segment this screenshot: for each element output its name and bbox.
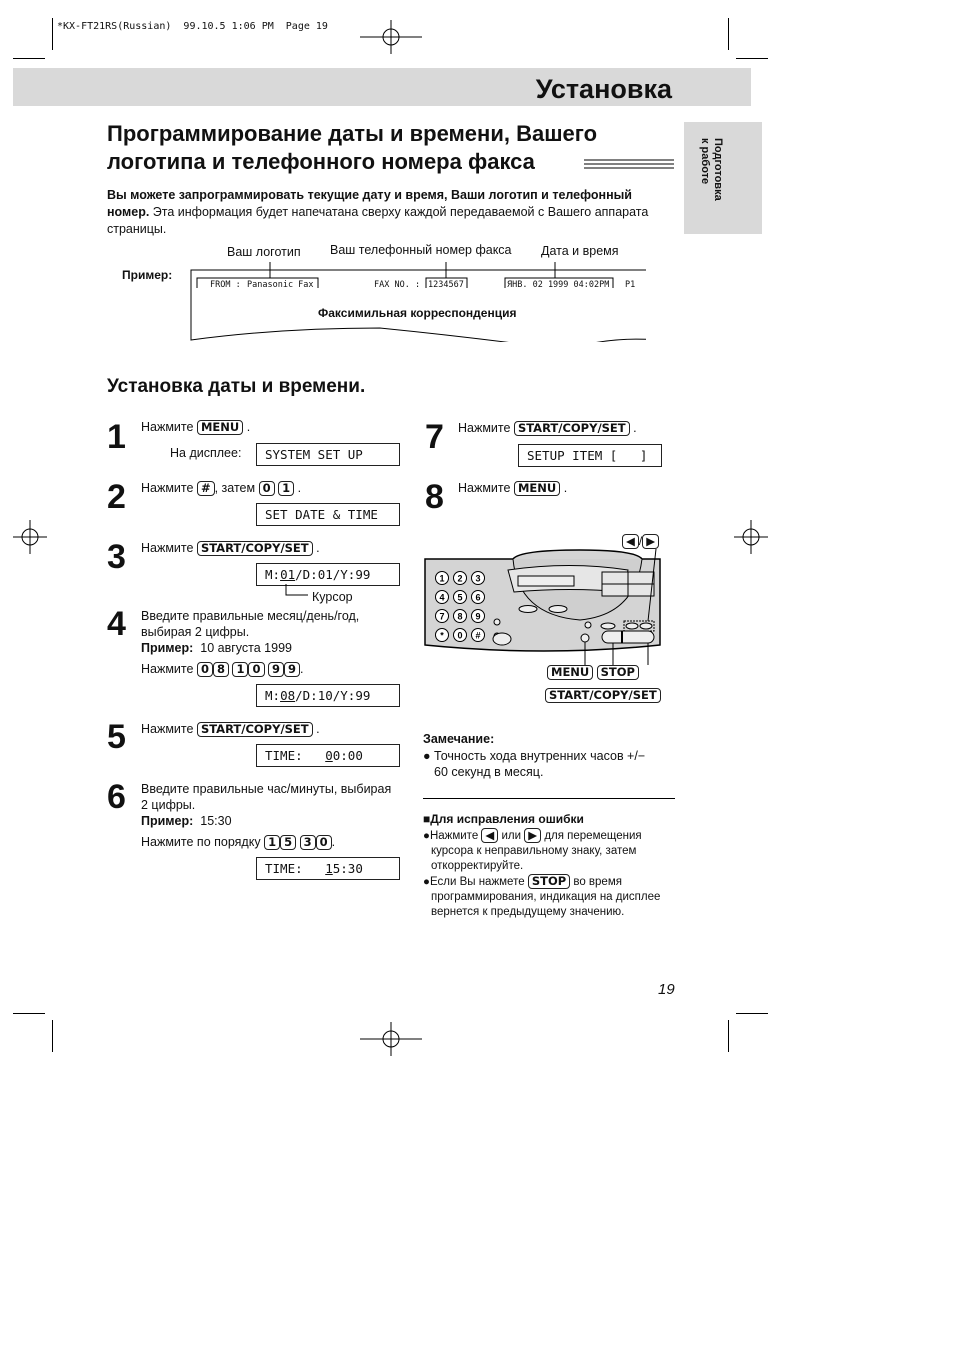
crop-mark [736,1013,768,1014]
lcd-display: TIME: 00:00 [256,744,400,767]
keypad-key-label: 5 [457,592,463,603]
digit-key: 0 [316,835,332,850]
start-copy-set-key: START/COPY/SET [197,541,313,556]
right-arrow-icon: ▶ [642,534,659,549]
section-title: Установка [535,74,672,104]
registration-mark-icon [360,20,422,54]
side-tab [684,122,762,234]
digit-key: 1 [264,835,280,850]
left-arrow-icon: ◀ [481,828,498,843]
digit-key: 1 [278,481,294,496]
step-number: 3 [107,538,126,576]
side-tab-line1: Подготовка [712,138,724,201]
step-number: 7 [425,418,444,456]
fax-number-label: FAX NO. : [374,280,421,290]
lcd-display: SET DATE & TIME [256,503,400,526]
note-title: Замечание: [423,732,495,746]
step-1-text: Нажмите MENU . [141,420,251,434]
step-2-text: Нажмите # , затем 0 1 . [141,481,302,495]
callout-logo: Ваш логотип [227,245,301,259]
step-4-text: Введите правильные месяц/день/год, выбирая 2 цифры. Пример: 10 августа 1999 Нажмите 0 8 1 0 9 9 . [141,609,360,676]
digit-key: 9 [268,662,284,677]
crop-mark [13,1013,45,1014]
divider [423,798,675,799]
stop-key: STOP [528,874,570,889]
crop-mark [52,18,53,50]
title-rule [584,158,674,170]
fax-machine-diagram [420,545,680,665]
step-6-text: Введите правильные час/минуты, выбирая 2 цифры. Пример: 15:30 Нажмите по порядку 1 5 3 0 . [141,782,392,849]
crop-mark [13,58,45,59]
digit-key: 0 [248,662,264,677]
digit-key: 8 [213,662,229,677]
menu-key: MENU [514,481,560,496]
print-header: *KX-FT21RS(Russian) 99.10.5 1:06 PM Page 19 [57,21,328,32]
subsection-title: Установка даты и времени. [107,376,366,397]
lcd-display: SETUP ITEM [ ] [518,444,662,467]
start-copy-set-key: START/COPY/SET [197,722,313,737]
keypad-key-label: 9 [475,611,481,622]
keypad-key-label: 6 [475,592,481,603]
digit-key: 3 [300,835,316,850]
page-number: 19 [658,981,675,998]
intro-bold: Вы можете запрограммировать текущие дату и время, Ваши логотип и телефонный номер. [107,188,632,219]
stop-key: STOP [597,665,639,680]
right-arrow-icon: ▶ [524,828,541,843]
digit-key: 0 [259,481,275,496]
step-number: 1 [107,418,126,456]
cursor-pointer [280,584,310,600]
cursor-label: Курсор [312,590,353,604]
keypad-key-label: 8 [457,611,463,622]
fax-number: 1234567 [428,280,464,290]
keypad-key-label: 1 [439,573,445,584]
step-number: 6 [107,778,126,816]
step-7-text: Нажмите START/COPY/SET . [458,421,637,435]
menu-key: MENU [547,665,593,680]
digit-key: 1 [232,662,248,677]
correction-text: ●Нажмите ◀ или ▶ для перемещения курсора к неправильному знаку, затем откорректируйте. ●Если Вы нажмете STOP во время программирования, индикация на дисплее вернется к предыдущему значению. [423,828,661,918]
digit-key: 9 [284,662,300,677]
registration-mark-icon [13,520,47,554]
keypad-key-label: 2 [457,573,463,584]
arrow-keys-label: ◀ / ▶ [622,534,659,549]
page-title [107,120,597,176]
display-label: На дисплее: [170,446,242,460]
step-number: 5 [107,718,126,756]
note-text: ● Точность хода внутренних часов +/− 60 секунд в месяц. [423,749,646,779]
side-tab-line2: к работе [699,138,711,185]
intro-text [107,187,677,238]
step-number: 8 [425,478,444,516]
fax-body: Факсимильная корреспонденция [318,306,517,320]
menu-callout [547,665,639,680]
step-3-text: Нажмите START/COPY/SET . [141,541,320,555]
lcd-display: M:01/D:01/Y:99 [256,563,400,586]
menu-key: MENU [197,420,243,435]
digit-key: 0 [197,662,213,677]
fax-page: P1 [625,280,636,290]
fax-sheet [180,258,646,342]
crop-mark [728,1020,729,1052]
crop-mark [52,1020,53,1052]
lcd-display: TIME: 15:30 [256,857,400,880]
page-title-line2: логотипа и телефонного номера факса [107,149,535,174]
step-number: 2 [107,478,126,516]
callout-date-time: Дата и время [541,244,619,258]
registration-mark-icon [734,520,768,554]
fax-from-label: FROM : [210,280,241,290]
digit-key: 5 [280,835,296,850]
left-arrow-icon: ◀ [622,534,639,549]
keypad-key-label: 7 [439,611,445,622]
crop-mark [736,58,768,59]
keypad-key-label: 0 [457,630,463,641]
fax-datetime: ЯНВ. 02 1999 04:02PM [507,280,610,290]
intro-rest: Эта информация будет напечатана сверху каждой передаваемой с Вашего аппарата страницы. [107,205,649,236]
keypad-key-label: # [475,630,481,641]
keypad-key-label: 4 [439,592,445,603]
correction-title: ■Для исправления ошибки [423,812,584,826]
step-5-text: Нажмите START/COPY/SET . [141,722,320,736]
keypad-key-label: * [440,630,444,641]
lcd-display: M:08/D:10/Y:99 [256,684,400,707]
start-copy-set-key: START/COPY/SET [545,688,661,703]
step-8-text: Нажмите MENU . [458,481,568,495]
start-callout [545,688,661,703]
lcd-display: SYSTEM SET UP [256,443,400,466]
example-label: Пример: [122,268,173,282]
crop-mark [728,18,729,50]
registration-mark-icon [360,1022,422,1056]
fax-logo: Panasonic Fax [247,280,314,290]
hash-key: # [197,481,215,496]
page-title-line1: Программирование даты и времени, Вашего [107,121,598,146]
start-copy-set-key: START/COPY/SET [514,421,630,436]
keypad-key-label: 3 [475,573,481,584]
step-number: 4 [107,605,126,643]
callout-fax-number: Ваш телефонный номер факса [330,243,512,257]
